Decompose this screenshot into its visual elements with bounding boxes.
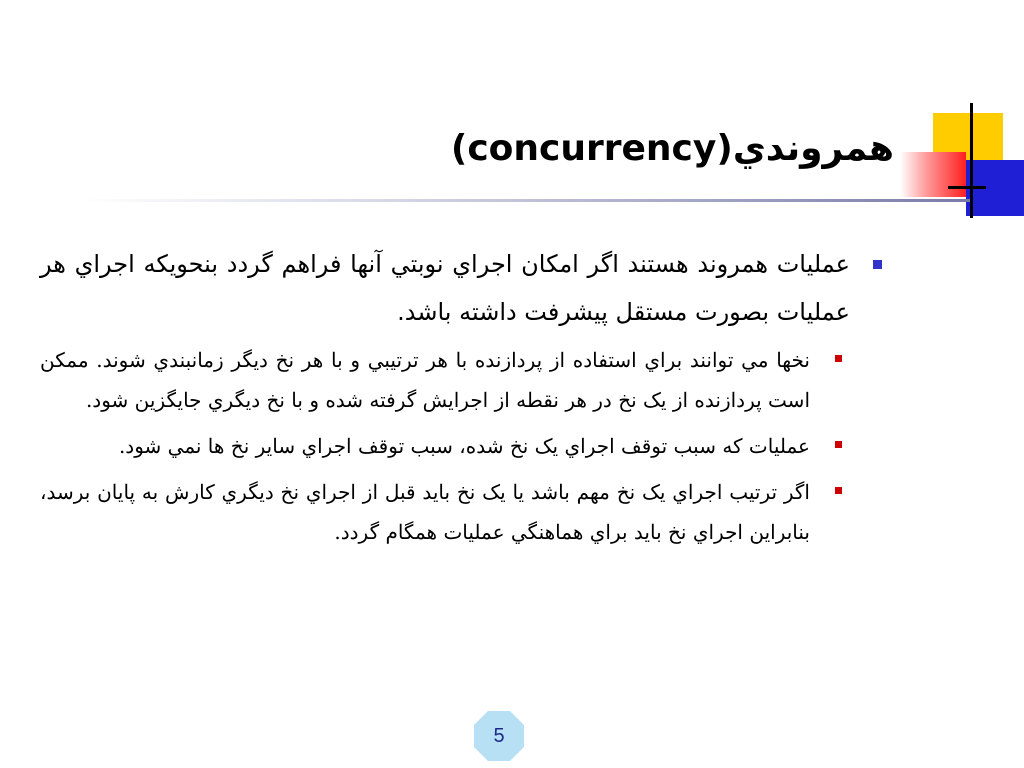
red-square-bullet-icon	[835, 441, 842, 448]
sub-bullet	[40, 472, 810, 552]
decor-red-gradient-square	[900, 152, 966, 197]
main-bullet-text: عمليات همروند هستند اگر امکان اجراي نوبتي آنها فراهم گردد بنحويکه اجراي هر عمليات بصورت مستقل پيشرفت داشته باشد.	[40, 250, 850, 326]
red-square-bullet-icon	[835, 355, 842, 362]
title-persian: همروندي	[732, 128, 894, 169]
title-english: (concurrency)	[450, 128, 733, 169]
slide-body	[40, 240, 890, 558]
page-number-badge	[471, 708, 527, 764]
sub-bullet-text: نخها مي توانند براي استفاده از پردازنده با هر ترتيبي و با هر نخ ديگر زمانبندي شوند. ممکن است پردازنده از يک نخ در هر نقطه از اجرايش گرفته شده و با نخ ديگري جايگزين شود.	[40, 348, 810, 412]
decor-vertical-line	[970, 103, 973, 218]
sub-bullet-text: عمليات که سبب توقف اجراي يک نخ شده، سبب توقف اجراي ساير نخ ها نمي شود.	[118, 434, 810, 458]
sub-bullet	[40, 426, 810, 466]
sub-bullet	[40, 340, 810, 420]
main-bullet	[40, 240, 890, 336]
blue-square-bullet-icon	[873, 260, 882, 269]
sub-bullet-text: اگر ترتيب اجراي يک نخ مهم باشد يا يک نخ بايد قبل از اجراي نخ ديگري کارش به پايان برسد، بنابراين اجراي نخ بايد براي هماهنگي عمليات همگام گردد.	[40, 480, 810, 544]
sub-bullet-list	[40, 340, 890, 552]
slide-title	[451, 128, 894, 198]
page-number: 5	[493, 725, 505, 747]
decor-cross-line	[948, 186, 986, 189]
title-underline	[80, 199, 970, 202]
red-square-bullet-icon	[835, 487, 842, 494]
